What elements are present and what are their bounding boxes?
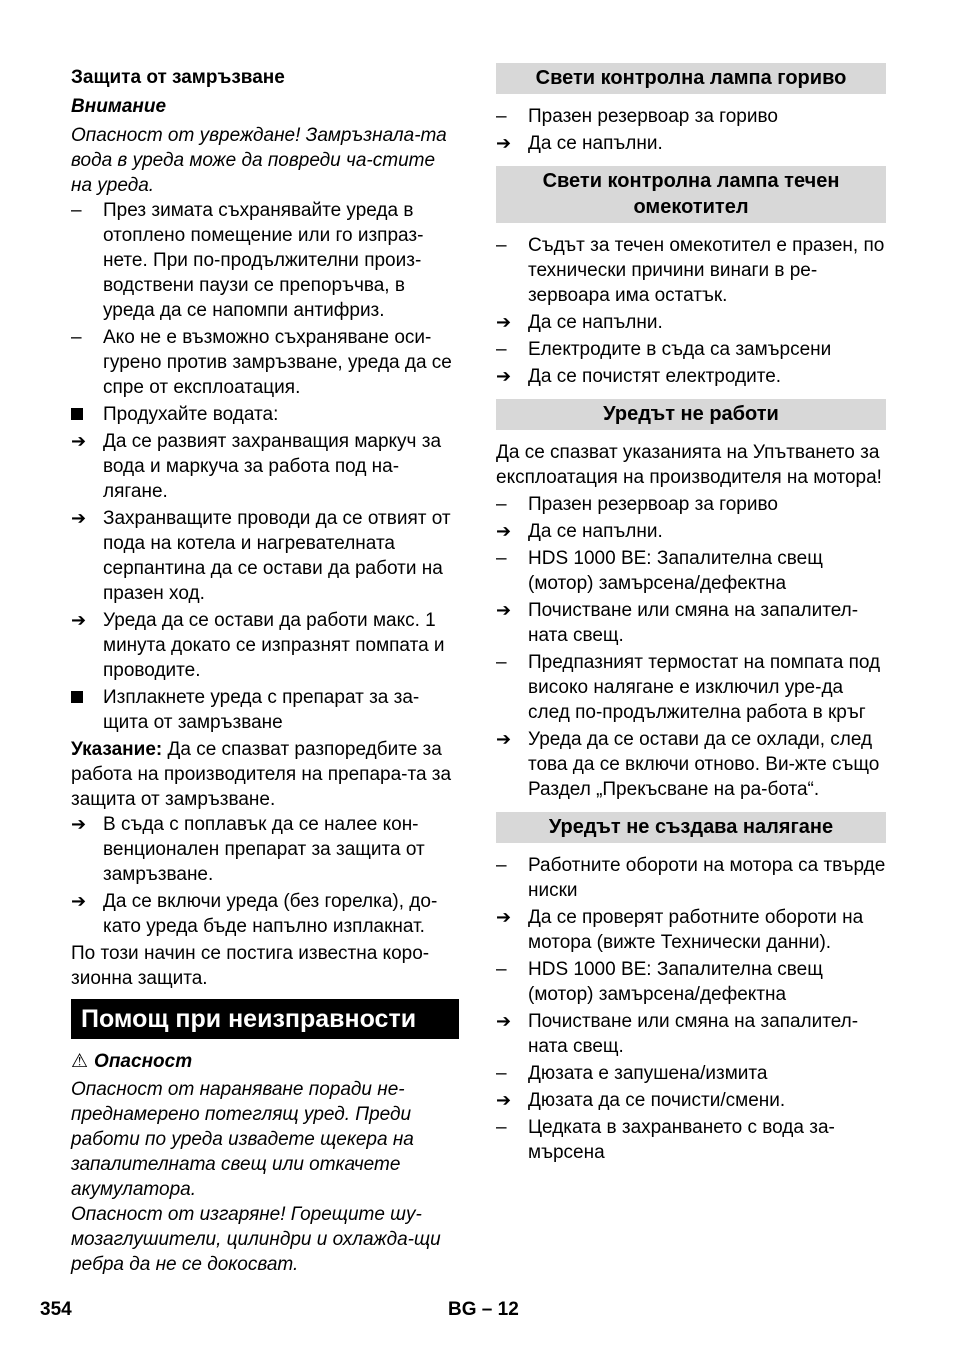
list-item-text: Уреда да се остави да се охлади, след това да се включи отново. Ви-жте също Раздел „Прекъсване на ра-бота“.	[528, 729, 880, 800]
list-item	[496, 104, 886, 129]
list-item-text: Захранващите проводи да се отвият от пода на котела и нагревателната серпантина да се остави да работи на празен ход.	[103, 508, 451, 604]
dash-bullet-icon	[496, 492, 522, 517]
attention-label: Внимание	[71, 96, 167, 117]
frost-steps-list	[71, 198, 459, 735]
list-item	[496, 310, 886, 335]
arrow-right-icon	[496, 310, 522, 335]
list-item	[71, 429, 459, 504]
section-spacer	[496, 158, 886, 166]
list-item-text: Цедката в захранването с вода за-мърсена	[528, 1117, 835, 1163]
dash-bullet-icon	[496, 546, 522, 571]
left-column	[71, 63, 459, 1277]
dash-bullet-icon	[496, 233, 522, 258]
list-item-text: Електродите в съда са замърсени	[528, 339, 832, 360]
list-item	[71, 685, 459, 735]
section-spacer	[496, 1167, 886, 1175]
section-heading: Уредът не създава налягане	[496, 812, 886, 843]
list-item-text: Изплакнете уреда с препарат за за-щита от замръзване	[103, 687, 420, 733]
list-item	[71, 889, 459, 939]
list-item	[496, 957, 886, 1007]
list-item-text: Дюзата да се почисти/смени.	[528, 1090, 786, 1111]
attention-text: Опасност от увреждане! Замръзнала-та вода в уреда може да повреди ча-стите на уреда.	[71, 125, 447, 196]
list-item-text: Да се проверят работните обороти на мотора (вижте Технически данни).	[528, 907, 864, 953]
list-item-text: Съдът за течен омекотител е празен, по технически причини винаги в ре-зервоара има остатък.	[528, 235, 885, 306]
note-text: Да се спазват разпоредбите за работа на производителя на препара-та за защита от замръзване.	[71, 739, 452, 810]
dash-bullet-icon	[496, 337, 522, 362]
square-bullet-icon	[71, 685, 97, 710]
note-label: Указание:	[71, 739, 163, 760]
section-intro: Да се спазват указанията на Упътването за експлоатация на производителя на мотора!	[496, 442, 882, 488]
dash-bullet-icon	[496, 1115, 522, 1140]
section-heading: Свети контролна лампа гориво	[496, 63, 886, 94]
list-item-text: Дюзата е запушена/измита	[528, 1063, 768, 1084]
list-item-text: Да се напълни.	[528, 133, 663, 154]
list-item	[496, 650, 886, 725]
section-spacer	[496, 391, 886, 399]
list-item-text: Уреда да се остави да работи макс. 1 минута докато се изпразнят помпата и проводите.	[103, 610, 445, 681]
section-spacer	[496, 804, 886, 812]
arrow-right-icon	[496, 598, 522, 623]
list-item	[496, 337, 886, 362]
arrow-right-icon	[496, 519, 522, 544]
list-item	[71, 608, 459, 683]
list-item-text: Да се напълни.	[528, 312, 663, 333]
list-item	[496, 1009, 886, 1059]
list-item	[71, 402, 459, 427]
list-item-text: През зимата съхранявайте уреда в отоплено помещение или го изпраз-нете. При по-продължителни произ-водствени паузи се препоръчва, в уреда да се напомпи антифриз.	[103, 200, 424, 321]
list-item-text: Продухайте водата:	[103, 404, 279, 425]
list-item-text: Почистване или смяна на запалител-ната свещ.	[528, 1011, 859, 1057]
list-item-text: HDS 1000 BE: Запалителна свещ (мотор) замърсена/дефектна	[528, 959, 823, 1005]
dash-bullet-icon	[496, 957, 522, 982]
list-item	[496, 519, 886, 544]
list-item	[71, 812, 459, 887]
dash-bullet-icon	[496, 853, 522, 878]
arrow-right-icon	[496, 364, 522, 389]
square-bullet-icon	[71, 402, 97, 427]
arrow-right-icon	[71, 812, 97, 837]
list-item	[496, 1088, 886, 1113]
section-heading: Свети контролна лампа течен омекотител	[496, 166, 886, 223]
list-item	[496, 853, 886, 903]
page-number: 354	[40, 1299, 72, 1320]
list-item-text: В съда с поплавък да се налее кон-венционален препарат за защита от замръзване.	[103, 814, 425, 885]
dash-bullet-icon	[71, 198, 97, 223]
dash-bullet-icon	[71, 325, 97, 350]
list-item-text: Предпазният термостат на помпата под високо налягане е изключил уре-да след по-продължителна работа в кръг	[528, 652, 881, 723]
danger-text-burn: Опасност от изгаряне! Горещите шу-мозаглушители, цилиндри и охлажда-щи ребра да не се докосват.	[71, 1204, 441, 1275]
list-item-text: Да се напълни.	[528, 521, 663, 542]
list-item	[496, 905, 886, 955]
danger-heading	[71, 1049, 459, 1074]
dash-bullet-icon	[496, 104, 522, 129]
list-item-text: Да се почистят електродите.	[528, 366, 782, 387]
corrosion-text: По този начин се постига известна коро-зионна защита.	[71, 943, 430, 989]
danger-text-injury: Опасност от нараняване поради не-преднамерено потеглящ уред. Преди работи по уреда извадете щекера на запалителната свещ или откачете акумулатора.	[71, 1079, 414, 1200]
list-item	[496, 1061, 886, 1086]
list-item	[496, 1115, 886, 1165]
page-code: BG – 12	[448, 1299, 519, 1320]
arrow-right-icon	[496, 727, 522, 752]
list-item	[71, 325, 459, 400]
list-item-text: Празен резервоар за гориво	[528, 106, 778, 127]
arrow-right-icon	[496, 131, 522, 156]
antifreeze-steps-list	[71, 812, 459, 939]
danger-label: Опасност	[94, 1051, 193, 1072]
list-item	[496, 492, 886, 517]
list-item-text: Работните обороти на мотора са твърде ниски	[528, 855, 886, 901]
list-item	[496, 727, 886, 802]
list-item-text: HDS 1000 BE: Запалителна свещ (мотор) замърсена/дефектна	[528, 548, 823, 594]
list-item-text: Празен резервоар за гориво	[528, 494, 778, 515]
arrow-right-icon	[496, 1088, 522, 1113]
arrow-right-icon	[71, 429, 97, 454]
dash-bullet-icon	[496, 1061, 522, 1086]
list-item	[496, 131, 886, 156]
list-item	[496, 598, 886, 648]
arrow-right-icon	[71, 608, 97, 633]
list-item	[71, 506, 459, 606]
arrow-right-icon	[496, 905, 522, 930]
note-paragraph	[71, 737, 459, 812]
arrow-right-icon	[71, 506, 97, 531]
troubleshooting-section-title: Помощ при неизправности	[71, 999, 459, 1039]
list-item-text: Почистване или смяна на запалител-ната свещ.	[528, 600, 859, 646]
list-item	[496, 364, 886, 389]
warning-triangle-icon: ⚠	[71, 1051, 89, 1072]
arrow-right-icon	[496, 1009, 522, 1034]
frost-protection-title: Защита от замръзване	[71, 67, 285, 88]
list-item	[71, 198, 459, 323]
list-item	[496, 233, 886, 308]
list-item	[496, 546, 886, 596]
arrow-right-icon	[71, 889, 97, 914]
list-item-text: Да се развият захранващия маркуч за вода и маркуча за работа под на-лягане.	[103, 431, 442, 502]
dash-bullet-icon	[496, 650, 522, 675]
right-column	[496, 63, 886, 1175]
list-item-text: Ако не е възможно съхраняване оси-гурено против замръзване, уреда да се спре от експлоатация.	[103, 327, 452, 398]
list-item-text: Да се включи уреда (без горелка), до-като уреда бъде напълно изплакнат.	[103, 891, 438, 937]
section-heading: Уредът не работи	[496, 399, 886, 430]
